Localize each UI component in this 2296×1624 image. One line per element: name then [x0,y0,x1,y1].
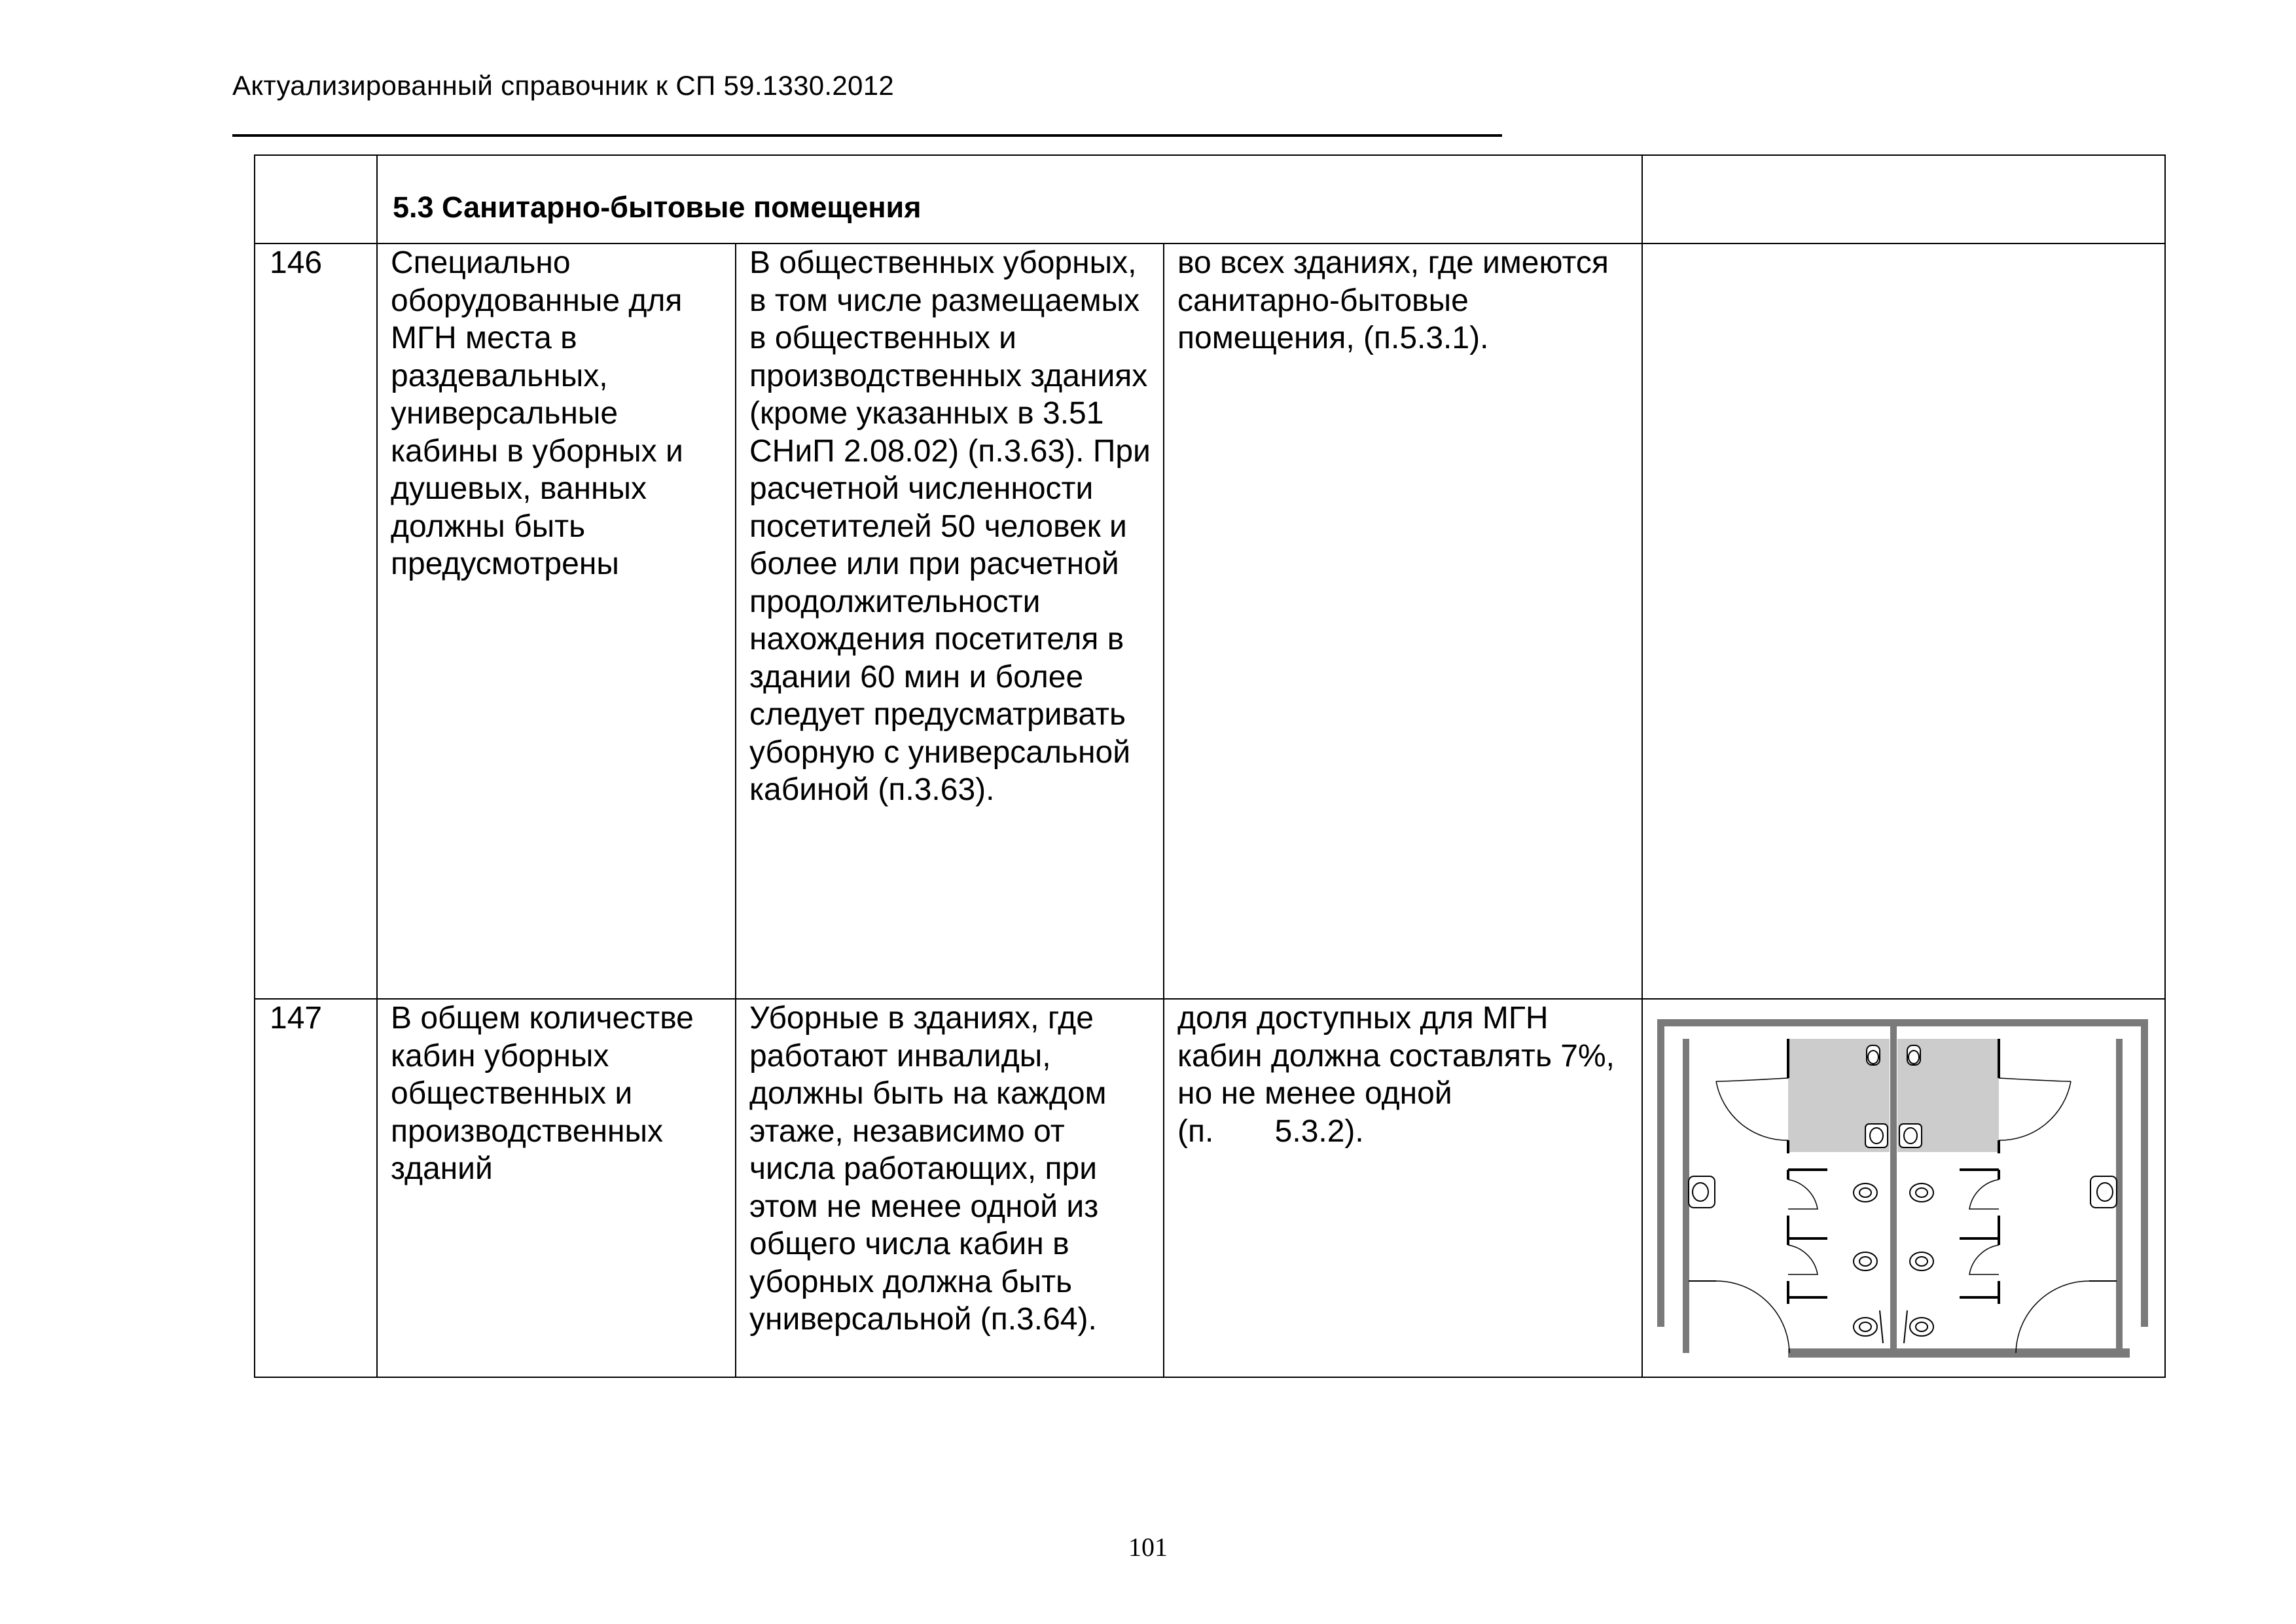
restroom-floor-plan [1657,1019,2148,1360]
door-swing [1969,1245,1999,1274]
section-empty-cell [1642,155,2165,244]
door-swing [1999,1078,2071,1081]
scope-cell [1164,999,1642,1377]
page-header-title: Актуализированный справочник к СП 59.1330.2012 [232,70,895,101]
toilet-bowl [1910,1252,1933,1271]
illustration-cell [1642,999,2165,1377]
door-swing [1788,1180,1818,1209]
toilet-bowl [1854,1183,1877,1202]
toilet-bowl [1910,1183,1933,1202]
section-title-cell [377,155,1642,244]
toilet-bowl [1854,1252,1877,1271]
conditions-cell: В общественных уборных, в том числе размещаемых в общественных и производственных зданиях (кроме указанных в 3.51 СНиП 2.08.02) (п.3.63). При расчетной численности посетителей 50 человек и более или при расчетной продолжительности нахождения посетителя в здании 60 мин и более следует предусматривать уборную с универсальной кабиной (п.3.63). [736,244,1164,999]
section-title: 5.3 Санитарно-бытовые помещения [393,190,922,224]
door-swing [1969,1180,1999,1209]
row-number: 147 [255,999,377,1377]
scope-cell: во всех зданиях, где имеются санитарно-бытовые помещения, (п.5.3.1). [1164,244,1642,999]
door-swing [1788,1245,1818,1274]
illustration-cell [1642,244,2165,999]
toilet-bowl [1909,1051,1919,1064]
section-number-cell [255,155,377,244]
toilet-bowl [1854,1318,1877,1336]
toilet-tank [1880,1310,1883,1343]
page-number: 101 [1128,1532,1168,1562]
table-row [255,244,2165,999]
toilet-bowl [1868,1051,1878,1064]
requirements-table [254,154,2166,1378]
requirement-cell: В общем количестве кабин уборных общественных и производственных зданий [377,999,736,1377]
door-swing [2016,1281,2089,1353]
requirement-cell: Специально оборудованные для МГН места в раздевальных, универсальные кабины в уборных и душевых, ванных должны быть предусмотрены [377,244,736,999]
row-number: 146 [255,244,377,999]
scope-text: доля доступных для МГН кабин должна составлять 7%, но не менее одной [1177,1001,1615,1111]
scope-reference: (п. 5.3.2). [1177,1113,1364,1149]
conditions-cell: Уборные в зданиях, где работают инвалиды, должны быть на каждом этаже, независимо от числа работающих, при этом не менее одной из общего числа кабин в уборных должна быть универсальной (п.3.64). [736,999,1164,1377]
toilet-tank [1904,1310,1907,1343]
door-swing [1999,1081,2071,1140]
toilet-bowl [1910,1318,1933,1336]
table-row [255,999,2165,1377]
door-swing [1716,1081,1788,1140]
door-swing [1716,1281,1789,1353]
section-header-row [255,155,2165,244]
header-rule [232,134,1502,137]
door-swing [1716,1078,1788,1081]
